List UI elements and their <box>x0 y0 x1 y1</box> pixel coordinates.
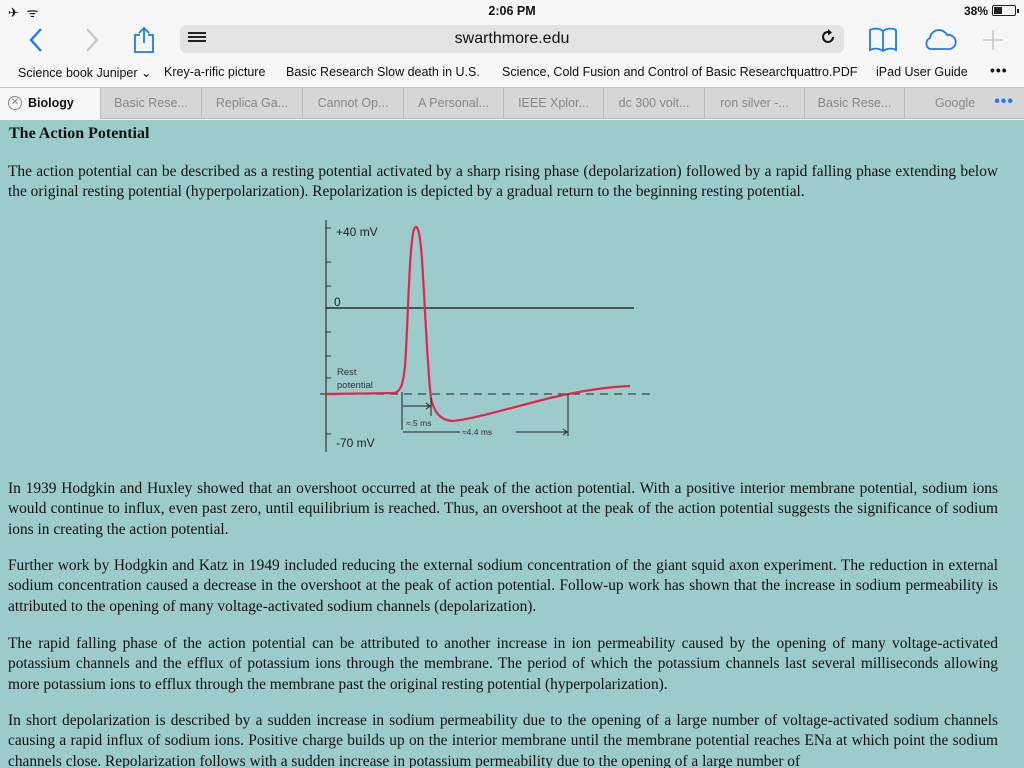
tab-item[interactable] <box>303 88 404 119</box>
tabs-more-icon[interactable]: ••• <box>994 93 1014 110</box>
bookmarks-more-icon[interactable]: ••• <box>990 62 1008 78</box>
tab-label: A Personal... <box>418 96 489 110</box>
paragraph: In short depolarization is described by a sudden increase in sodium permeability due to the opening of a large number of voltage-activated sodium channels causing a rapid influx of sodium ions. Positive charge builds up on the interior membrane until the membrane potential reaches ENa at which point the sodium channels close. Repolarization follows with a sudden increase in potassium permeability due to the opening of a large number of <box>8 712 998 768</box>
tab-label: Biology <box>28 96 74 110</box>
new-tab-plus-icon[interactable] <box>978 24 1008 56</box>
label-plus-40mv: +40 mV <box>336 225 378 239</box>
bookmark-item[interactable]: Basic Research Slow death in U.S. <box>286 65 480 79</box>
label-rest: Rest <box>337 367 357 378</box>
bookmark-item[interactable]: Science book Juniper ⌄ <box>18 66 152 80</box>
tab-item[interactable] <box>805 88 905 119</box>
tab-label: Basic Rese... <box>817 96 892 110</box>
bookmark-item[interactable]: Krey-a-rific picture <box>164 65 266 79</box>
tab-label: Basic Rese... <box>114 96 188 110</box>
label-recovery-time: ≈4.4 ms <box>462 427 493 437</box>
battery-icon <box>992 5 1016 16</box>
y-axis-ticks <box>326 228 331 434</box>
tab-label: IEEE Xplor... <box>518 96 589 110</box>
tab-item[interactable] <box>202 88 303 119</box>
label-potential: potential <box>337 380 373 391</box>
paragraph: In 1939 Hodgkin and Huxley showed that an overshoot occurred at the peak of the action potential. With a positive interior membrane potential, sodium ions would continue to influx, even past zero, until equilibrium is reached. Thus, an overshoot at the peak of the action potential suggests the significance of sodium ions in creating the action potential. <box>8 480 998 538</box>
tab-label: ron silver -... <box>720 96 789 110</box>
action-potential-figure <box>310 216 660 462</box>
label-minus-70mv: -70 mV <box>336 436 375 450</box>
tab-item[interactable] <box>404 88 504 119</box>
url-host: swarthmore.edu <box>454 30 570 47</box>
tab-biology[interactable] <box>0 88 101 119</box>
battery-percent: 38% <box>963 4 988 18</box>
tab-item[interactable] <box>604 88 705 119</box>
label-zero: 0 <box>334 295 341 309</box>
spike-width-arrow <box>403 403 430 409</box>
bookmark-item[interactable]: Science, Cold Fusion and Control of Basic Research <box>502 65 794 79</box>
tab-label: Replica Ga... <box>215 96 289 110</box>
paragraph: The rapid falling phase of the action potential can be attributed to another increase in ion permeability caused by the opening of many voltage-activated potassium channels and the efflux of potassium ions through the membrane. The period of which the potassium channels last several milliseconds allowing more potassium ions to efflux through the membrane past the original resting potential (hyperpolarization). <box>8 635 998 693</box>
bookmark-item[interactable]: iPad User Guide <box>876 65 968 79</box>
close-tab-icon[interactable]: ✕ <box>8 96 22 110</box>
bookmark-item[interactable]: quattro.PDF <box>790 65 858 79</box>
label-spike-width: ≈.5 ms <box>406 418 432 428</box>
paragraph: The action potential can be described as a resting potential activated by a sharp rising phase (depolarization) followed by a rapid falling phase extending below the original resting potential (hyperpolarization). Repolarization is depicted by a gradual return to the beginning resting potential. <box>8 163 998 201</box>
paragraph: Further work by Hodgkin and Katz in 1949 included reducing the external sodium concentration of the giant squid axon experiment. The reduction in external sodium concentration caused a decrease in the overshoot at the peak of action potential. Follow-up work has shown that the increase in sodium permeability is attributed to the opening of many voltage-activated sodium channels (depolarization). <box>8 557 998 615</box>
icloud-tabs-icon[interactable] <box>920 24 960 56</box>
tab-label: Cannot Op... <box>317 96 389 110</box>
tab-item[interactable] <box>504 88 604 119</box>
tab-item[interactable] <box>101 88 202 119</box>
tab-item[interactable] <box>905 88 1005 119</box>
share-icon[interactable] <box>130 24 158 56</box>
address-bar[interactable] <box>180 25 844 53</box>
back-chevron-icon[interactable] <box>22 24 50 56</box>
tab-label: dc 300 volt... <box>618 96 690 110</box>
bookmarks-book-icon[interactable] <box>866 24 900 56</box>
status-time: 2:06 PM <box>488 4 536 18</box>
bookmarks-bar <box>0 60 1024 86</box>
forward-chevron-icon[interactable] <box>78 24 106 56</box>
action-potential-curve <box>326 227 630 421</box>
browser-toolbar <box>0 22 1024 58</box>
tab-bar <box>0 87 1024 119</box>
web-page-content <box>0 120 1024 768</box>
airplane-wifi-icons: ✈ ᯤ <box>8 5 41 20</box>
reload-icon[interactable] <box>818 28 838 48</box>
status-bar <box>0 0 1024 22</box>
tab-item[interactable] <box>705 88 805 119</box>
tab-label: Google <box>934 96 976 110</box>
article-title: The Action Potential <box>9 125 150 142</box>
